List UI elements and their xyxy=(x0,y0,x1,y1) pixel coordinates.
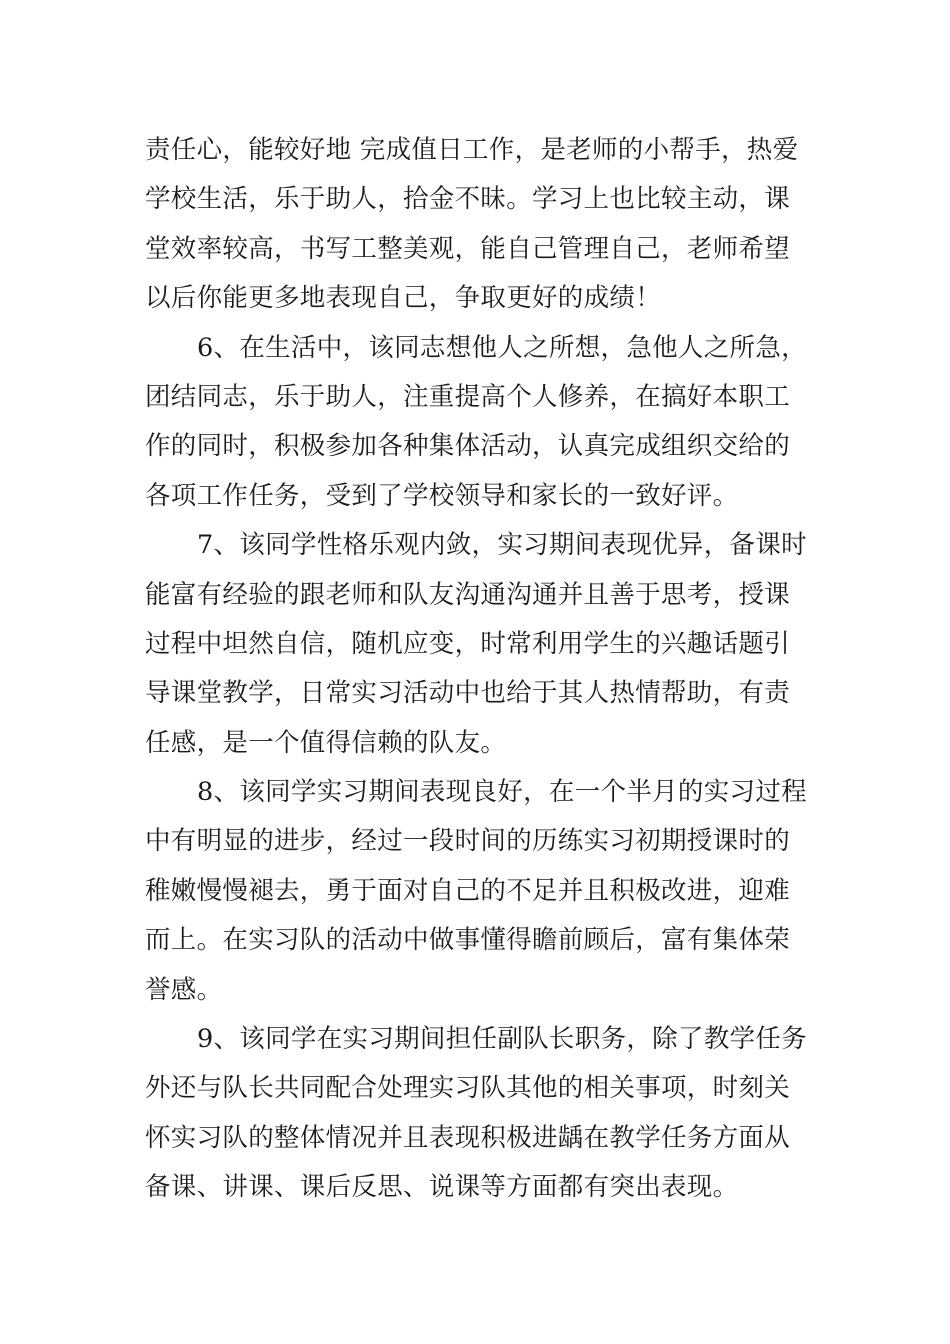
text-line: 任感，是一个值得信赖的队友。 xyxy=(145,727,507,758)
paragraph-item-6 xyxy=(145,324,811,522)
text-line: 中有明显的进步，经过一段时间的历练实习初期授课时的 xyxy=(145,826,791,857)
text-line: 外还与队长共同配合处理实习队其他的相关事项，时刻关 xyxy=(145,1073,791,1104)
text-line: 7、该同学性格乐观内敛，实习期间表现优异，备课时 xyxy=(197,530,807,561)
text-line: 稚嫩慢慢褪去，勇于面对自己的不足并且积极改进，迎难 xyxy=(145,875,791,906)
text-line: 8、该同学实习期间表现良好，在一个半月的实习过程 xyxy=(197,777,807,808)
text-line: 学校生活，乐于助人，拾金不昧。学习上也比较主动，课 xyxy=(145,184,791,215)
text-line: 过程中坦然自信，随机应变，时常利用学生的兴趣话题引 xyxy=(145,628,791,659)
paragraph-item-7 xyxy=(145,521,811,768)
text-line: 6、在生活中，该同志想他人之所想，急他人之所急， xyxy=(197,332,807,363)
text-line: 怀实习队的整体情况并且表现积极进龋在教学任务方面从 xyxy=(145,1122,791,1153)
text-line: 导课堂教学，日常实习活动中也给于其人热情帮助，有责 xyxy=(145,678,791,709)
paragraph-continuation xyxy=(145,126,811,324)
text-line: 能富有经验的跟老师和队友沟通沟通并且善于思考，授课 xyxy=(145,579,791,610)
paragraph-item-8 xyxy=(145,768,811,1015)
text-line: 堂效率较高，书写工整美观，能自己管理自己，老师希望 xyxy=(145,233,791,264)
text-line: 责任心，能较好地 完成值日工作，是老师的小帮手，热爱 xyxy=(145,135,799,165)
text-line: 备课、讲课、课后反思、说课等方面都有突出表现。 xyxy=(145,1172,739,1203)
document-body xyxy=(145,126,811,1213)
text-line: 团结同志，乐于助人，注重提高个人修养，在搞好本职工 xyxy=(145,381,791,412)
text-line: 而上。在实习队的活动中做事懂得瞻前顾后，富有集体荣 xyxy=(145,925,791,956)
text-line: 以后你能更多地表现自己，争取更好的成绩！ xyxy=(145,283,662,314)
text-line: 9、该同学在实习期间担任副队长职务，除了教学任务 xyxy=(197,1024,807,1055)
text-line: 各项工作任务，受到了学校领导和家长的一致好评。 xyxy=(145,480,739,511)
text-line: 作的同时，积极参加各种集体活动，认真完成组织交给的 xyxy=(145,431,791,462)
paragraph-item-9 xyxy=(145,1015,811,1213)
text-line: 誉感。 xyxy=(145,974,223,1005)
